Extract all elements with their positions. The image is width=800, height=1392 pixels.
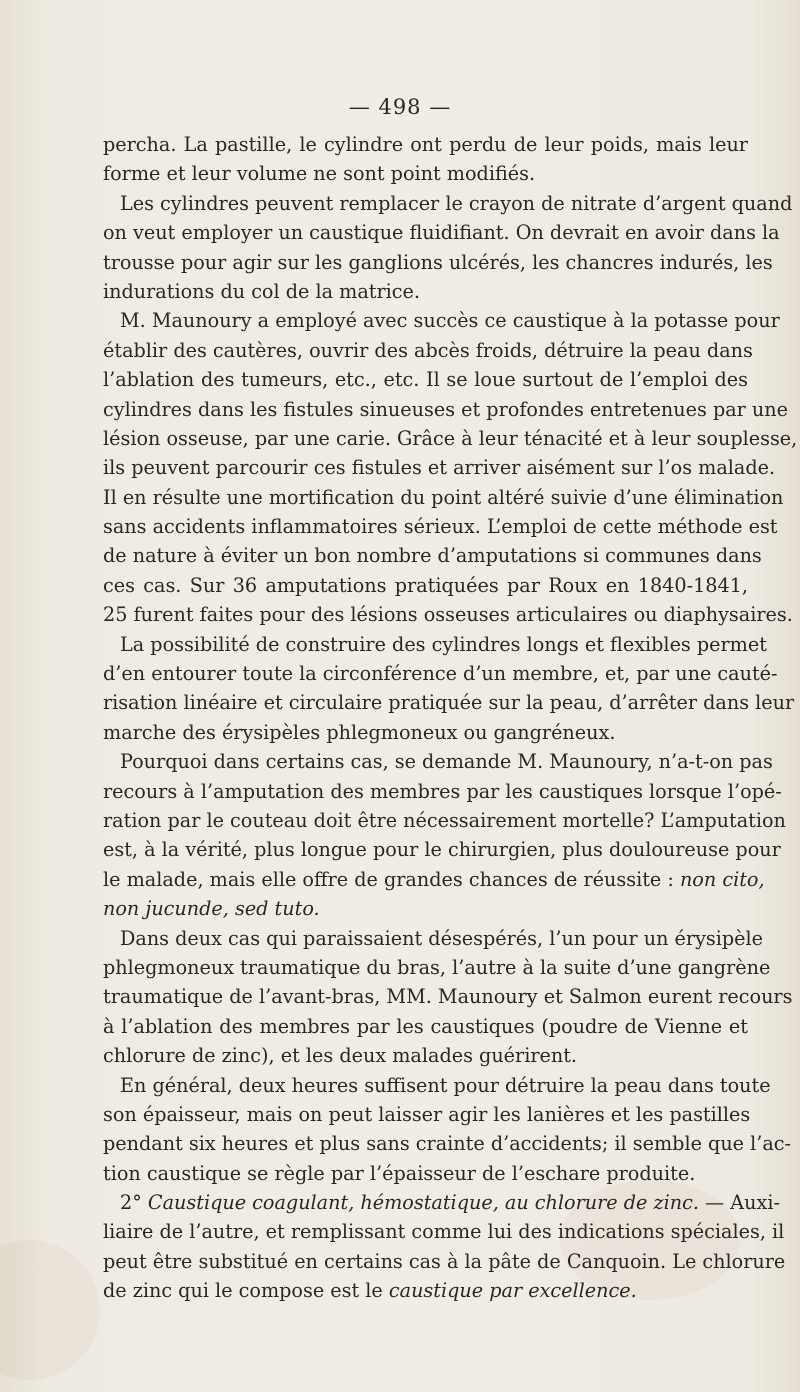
- text-segment: Les cylindres peuvent remplacer le crayon de nitrate d’argent quand: [120, 191, 793, 215]
- text-segment: chlorure de zinc), et les deux malades guérirent.: [103, 1044, 578, 1068]
- text-line: [103, 395, 789, 424]
- text-segment: La possibilité de construire des cylindres longs et flexibles permet: [120, 632, 767, 656]
- text-line: [103, 365, 748, 394]
- text-segment: établir des cautères, ouvrir des abcès froids, détruire la peau dans: [103, 338, 753, 362]
- text-segment: ration par le couteau doit être nécessairement mortelle? L’amputation: [103, 808, 786, 832]
- text-line: [103, 1071, 771, 1100]
- text-segment: marche des érysipèles phlegmoneux ou gangréneux.: [103, 720, 616, 744]
- text-line: [103, 1100, 751, 1129]
- text-segment: — Auxi-: [698, 1191, 780, 1215]
- text-segment: Il en résulte une mortification du point altéré suivie d’une élimination: [103, 485, 784, 509]
- text-line: [103, 982, 793, 1011]
- text-line: [103, 130, 748, 159]
- text-line: [103, 630, 767, 659]
- text-segment: peut être substitué en certains cas à la pâte de Canquoin. Le chlorure: [103, 1249, 786, 1273]
- text-line: [103, 835, 781, 864]
- text-line: [103, 1276, 748, 1305]
- text-segment: recours à l’amputation des membres par les caustiques lorsque l’opé-: [103, 779, 782, 803]
- text-segment: sans accidents inflammatoires sérieux. L’emploi de cette méthode est: [103, 515, 778, 539]
- text-segment: l’ablation des tumeurs, etc., etc. Il se loue surtout de l’emploi des: [103, 368, 748, 392]
- text-segment: trousse pour agir sur les ganglions ulcérés, les chancres indurés, les: [103, 250, 773, 274]
- text-segment: forme et leur volume ne sont point modifiés.: [103, 162, 536, 186]
- text-line: [103, 953, 771, 982]
- text-line: [103, 1012, 748, 1041]
- text-line: [103, 1188, 780, 1217]
- text-line: [103, 865, 765, 894]
- text-segment: de nature à éviter un bon nombre d’amputations si communes dans: [103, 544, 762, 568]
- text-line: [103, 777, 782, 806]
- text-segment: phlegmoneux traumatique du bras, l’autre à la suite d’une gangrène: [103, 955, 771, 979]
- text-segment: En général, deux heures suffisent pour détruire la peau dans toute: [120, 1073, 771, 1097]
- text-segment: indurations du col de la matrice.: [103, 279, 420, 303]
- text-line: [103, 512, 778, 541]
- text-segment: on veut employer un caustique fluidifiant. On devrait en avoir dans la: [103, 221, 780, 245]
- text-segment: pendant six heures et plus sans crainte d’accidents; il semble que l’ac-: [103, 1132, 792, 1156]
- text-segment: traumatique de l’avant-bras, MM. Maunoury et Salmon eurent recours: [103, 985, 793, 1009]
- text-line: [103, 306, 780, 335]
- text-segment: tion caustique se règle par l’épaisseur de l’eschare produite.: [103, 1161, 696, 1185]
- text-segment: est, à la vérité, plus longue pour le chirurgien, plus douloureuse pour: [103, 838, 781, 862]
- text-line: [103, 424, 798, 453]
- text-segment: de zinc qui le compose est le: [103, 1279, 389, 1303]
- text-segment: cylindres dans les fistules sinueuses et profondes entretenues par une: [103, 397, 789, 421]
- text-line: [103, 659, 778, 688]
- italic-text: non cito,: [679, 867, 765, 891]
- text-segment: lésion osseuse, par une carie. Grâce à leur ténacité et à leur souplesse,: [103, 426, 798, 450]
- text-line: [103, 483, 784, 512]
- text-segment: son épaisseur, mais on peut laisser agir les lanières et les pastilles: [103, 1102, 751, 1126]
- text-line: [103, 336, 753, 365]
- italic-text: caustique par excellence.: [388, 1279, 637, 1303]
- text-line: [103, 747, 773, 776]
- text-segment: le malade, mais elle offre de grandes chances de réussite :: [103, 867, 680, 891]
- text-line: [103, 541, 762, 570]
- text-line: [103, 1247, 786, 1276]
- text-segment: M. Maunoury a employé avec succès ce caustique à la potasse pour: [120, 309, 780, 333]
- text-segment: ils peuvent parcourir ces fistules et arriver aisément sur l’os malade.: [103, 456, 776, 480]
- text-line: [103, 218, 780, 247]
- text-segment: ces cas. Sur 36 amputations pratiquées par Roux en 1840-1841,: [103, 573, 748, 597]
- italic-text: non jucunde, sed tuto.: [103, 897, 320, 921]
- text-segment: risation linéaire et circulaire pratiquée sur la peau, d’arrêter dans leur: [103, 691, 795, 715]
- text-line: [103, 688, 795, 717]
- paper-stain: [0, 1240, 100, 1380]
- text-line: [103, 159, 748, 188]
- text-segment: d’en entourer toute la circonférence d’un membre, et, par une cauté-: [103, 662, 778, 686]
- text-line: [103, 806, 786, 835]
- text-line: [103, 924, 764, 953]
- text-segment: liaire de l’autre, et remplissant comme lui des indications spéciales, il: [103, 1220, 785, 1244]
- text-line: [103, 600, 793, 629]
- text-line: [103, 718, 748, 747]
- text-segment: 25 furent faites pour des lésions osseuses articulaires ou diaphysaires.: [103, 603, 793, 627]
- body-text: [103, 130, 798, 1306]
- text-segment: à l’ablation des membres par les caustiques (poudre de Vienne et: [103, 1014, 748, 1038]
- text-segment: Dans deux cas qui paraissaient désespérés, l’un pour un érysipèle: [120, 926, 764, 950]
- text-line: [103, 189, 793, 218]
- text-line: [103, 1217, 785, 1246]
- text-line: [103, 277, 748, 306]
- text-line: [103, 571, 748, 600]
- text-line: [103, 453, 776, 482]
- text-line: [103, 1129, 792, 1158]
- text-line: [103, 248, 773, 277]
- text-line: [103, 1041, 748, 1070]
- text-segment: Pourquoi dans certains cas, se demande M. Maunoury, n’a-t-on pas: [120, 750, 773, 774]
- page-number: — 498 —: [348, 95, 452, 119]
- text-segment: percha. La pastille, le cylindre ont perdu de leur poids, mais leur: [103, 133, 748, 156]
- italic-text: Caustique coagulant, hémostatique, au chlorure de zinc.: [147, 1191, 699, 1215]
- text-segment: 2°: [120, 1191, 148, 1215]
- text-line: [103, 894, 748, 923]
- text-line: [103, 1159, 748, 1188]
